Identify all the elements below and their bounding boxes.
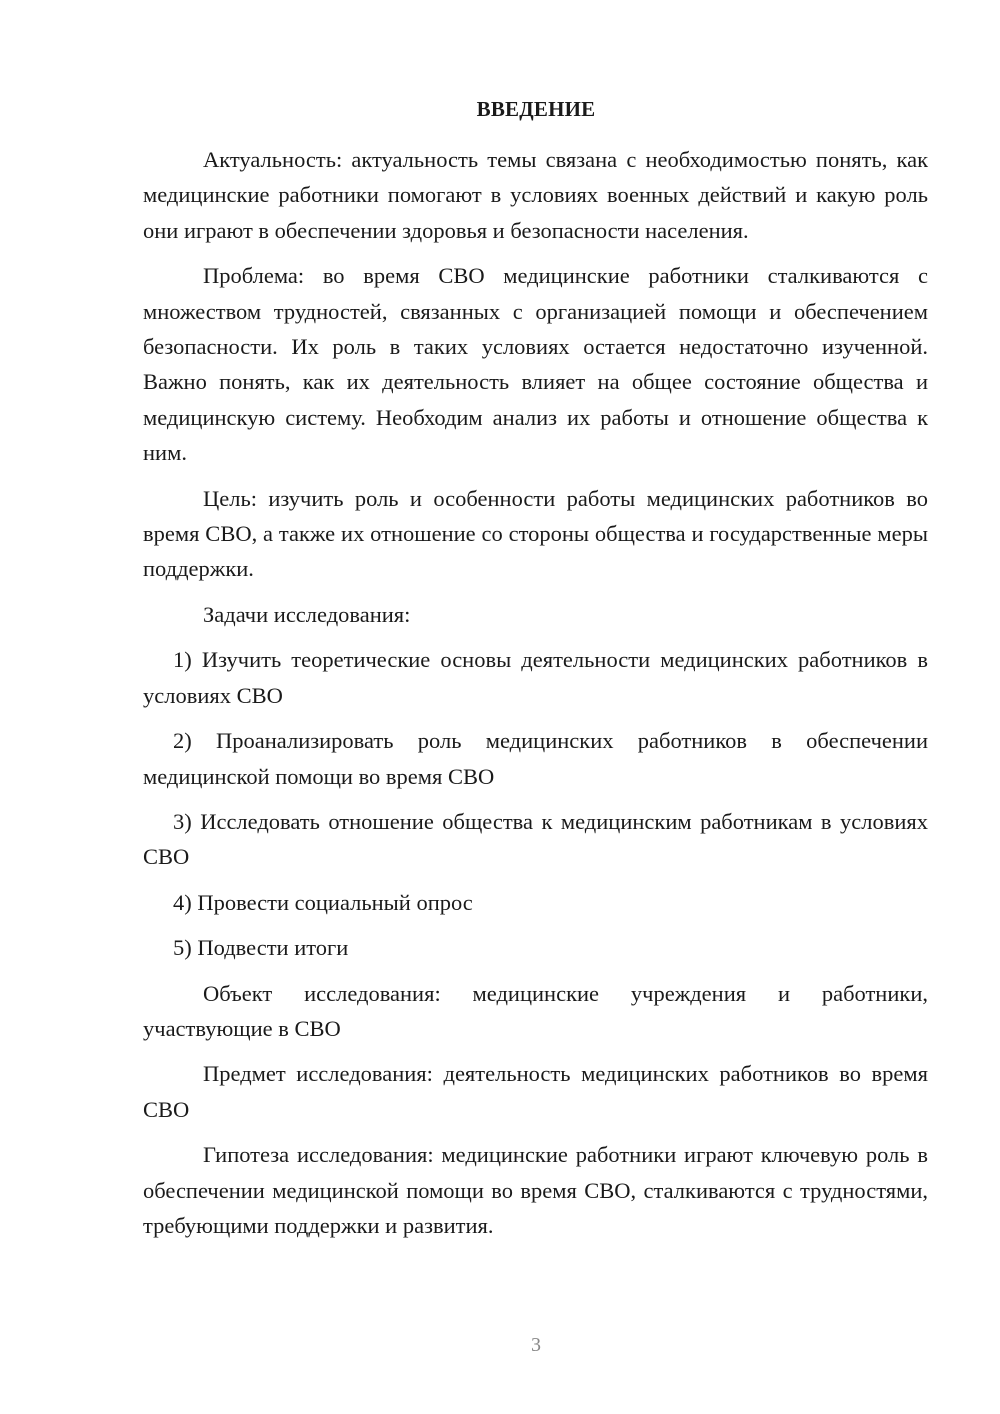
list-item-task-3: 3) Исследовать отношение общества к медицинским работникам в условиях СВО bbox=[143, 808, 928, 870]
paragraph-goal: Цель: изучить роль и особенности работы медицинских работников во время СВО, а также их отношение со стороны общества и государственные меры поддержки. bbox=[143, 485, 928, 582]
paragraph-object: Объект исследования: медицинские учреждения и работники, участвующие в СВО bbox=[143, 980, 928, 1041]
paragraph-problem: Проблема: во время СВО медицинские работники сталкиваются с множеством трудностей, связанных с организацией помощи и обеспечением безопасности. Их роль в таких условиях остается недостаточно изученной. Важно понять, как их деятельность влияет на общее состояние общества и медицинскую систему. Необходим анализ их работы и отношение общества к ним. bbox=[143, 263, 928, 466]
page-title: ВВЕДЕНИЕ bbox=[476, 97, 596, 121]
list-item-task-5: 5) Подвести итоги bbox=[173, 935, 349, 961]
paragraph-subject: Предмет исследования: деятельность медицинских работников во время СВО bbox=[143, 1061, 928, 1122]
list-item-task-1: 1) Изучить теоретические основы деятельности медицинских работников в условиях СВО bbox=[143, 647, 928, 708]
document-body bbox=[143, 142, 928, 1243]
paragraph-hypothesis: Гипотеза исследования: медицинские работники играют ключевую роль в обеспечении медицинской помощи во время СВО, сталкиваются с трудностями, требующими поддержки и развития. bbox=[143, 1142, 928, 1238]
paragraph-relevance: Актуальность: актуальность темы связана с необходимостью понять, как медицинские работники помогают в условиях военных действий и какую роль они играют в обеспечении здоровья и безопасности населения. bbox=[143, 147, 928, 243]
page-number: 3 bbox=[531, 1334, 541, 1356]
paragraph-tasks-heading: Задачи исследования: bbox=[203, 601, 411, 627]
list-item-task-2: 2) Проанализировать роль медицинских работников в обеспечении медицинской помощи во время СВО bbox=[143, 728, 928, 789]
list-item-task-4: 4) Провести социальный опрос bbox=[173, 889, 473, 915]
